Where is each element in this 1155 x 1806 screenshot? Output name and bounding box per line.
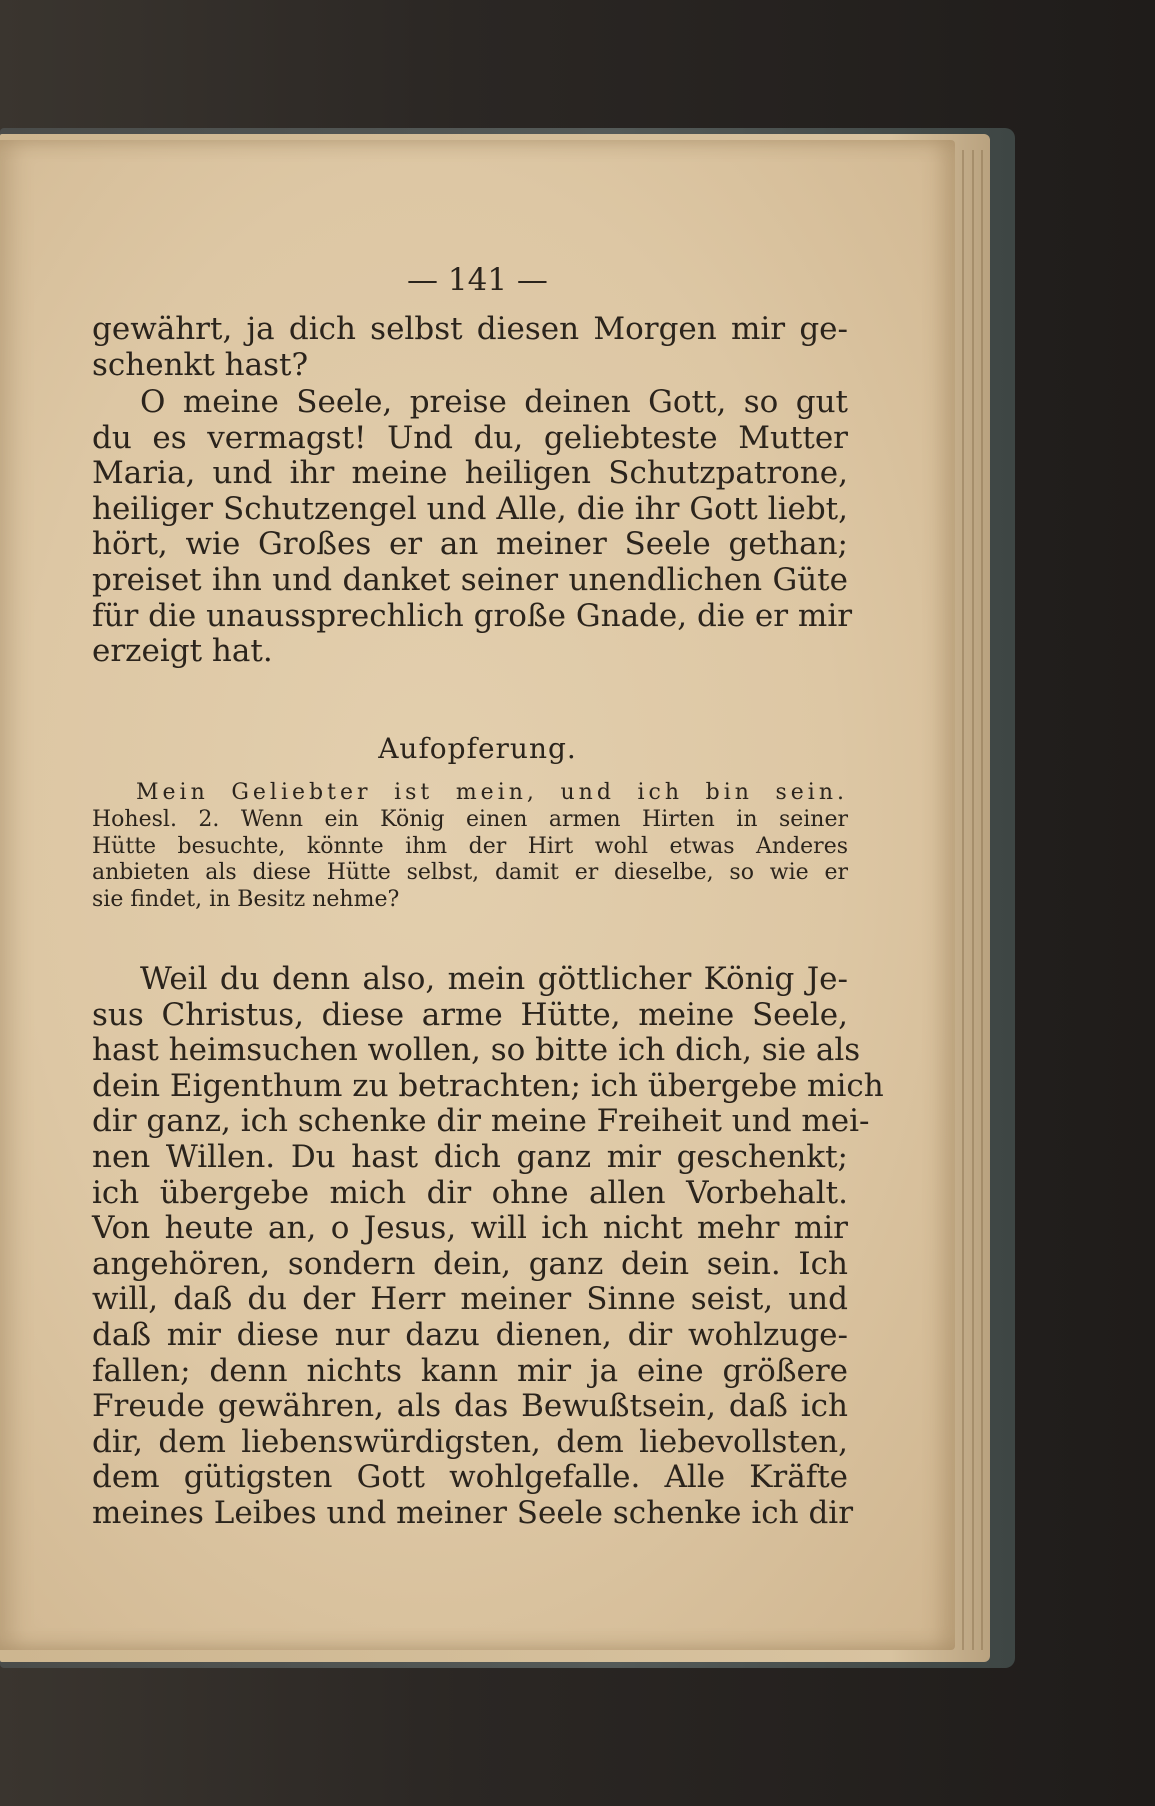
book-page: [0, 140, 955, 1650]
text-line: preiset ihn und danket seiner unendlichen Güte: [92, 561, 848, 598]
text-line: Von heute an, o Jesus, will ich nicht mehr mir: [92, 1210, 848, 1247]
quote-line: anbieten als diese Hütte selbst, damit er dieselbe, so wie er: [92, 860, 848, 886]
text-line: angehören, sondern dein, ganz dein sein. Ich: [92, 1245, 848, 1282]
text-line: O meine Seele, preise deinen Gott, so gut: [140, 384, 848, 420]
text-line: heiliger Schutzengel und Alle, die ihr Gott liebt,: [92, 490, 848, 527]
page-edge-line: [962, 150, 964, 1650]
paragraph-3: [92, 961, 884, 1532]
quote-line: Hohesl. 2. Wenn ein König einen armen Hirten in seiner: [92, 806, 848, 832]
section-heading: Aufopferung.: [378, 732, 577, 765]
text-line: Freude gewähren, als das Bewußtsein, daß ich: [92, 1388, 848, 1425]
text-line: meines Leibes und meiner Seele schenke ich dir: [92, 1494, 854, 1531]
text-line: dein Eigenthum zu betrachten; ich übergebe mich: [92, 1067, 884, 1104]
paragraph-2: [92, 384, 853, 670]
text-line: hört, wie Großes er an meiner Seele gethan;: [92, 526, 848, 563]
text-line: für die unaussprechlich große Gnade, die er mir: [92, 597, 853, 634]
scripture-quote: [92, 780, 848, 914]
text-line: ich übergebe mich dir ohne allen Vorbehalt.: [92, 1174, 848, 1211]
page-edge-line: [981, 150, 983, 1650]
text-line: erzeigt hat.: [92, 633, 273, 670]
text-line: hast heimsuchen wollen, so bitte ich dich, sie als: [92, 1032, 861, 1069]
text-line: dir ganz, ich schenke dir meine Freiheit und mei-: [92, 1103, 870, 1140]
quote-line: Hütte besuchte, könnte ihm der Hirt wohl etwas Anderes: [92, 833, 848, 859]
text-line: Weil du denn also, mein göttlicher König Je-: [140, 961, 848, 997]
text-line: dem gütigsten Gott wohlgefalle. Alle Kräfte: [92, 1459, 848, 1496]
quote-line: Mein Geliebter ist mein, und ich bin sein.: [136, 780, 848, 805]
text-line: will, daß du der Herr meiner Sinne seist, und: [92, 1281, 848, 1318]
page-edge-line: [972, 150, 974, 1650]
text-line: Maria, und ihr meine heiligen Schutzpatrone,: [92, 455, 848, 492]
text-line: schenkt hast?: [92, 346, 309, 383]
text-line: sus Christus, diese arme Hütte, meine Seele,: [92, 996, 848, 1033]
text-line: nen Willen. Du hast dich ganz mir geschenkt;: [92, 1138, 848, 1175]
quote-line: sie findet, in Besitz nehme?: [92, 887, 400, 913]
text-line: gewährt, ja dich selbst diesen Morgen mir ge-: [92, 311, 848, 347]
page-number: — 141 —: [407, 262, 548, 298]
text-line: daß mir diese nur dazu dienen, dir wohlzuge-: [92, 1316, 848, 1353]
text-line: dir, dem liebenswürdigsten, dem liebevollsten,: [92, 1423, 848, 1460]
text-line: du es vermagst! Und du, geliebteste Mutter: [92, 419, 848, 456]
paragraph-1: [92, 312, 848, 383]
text-line: fallen; denn nichts kann mir ja eine größere: [92, 1352, 848, 1389]
